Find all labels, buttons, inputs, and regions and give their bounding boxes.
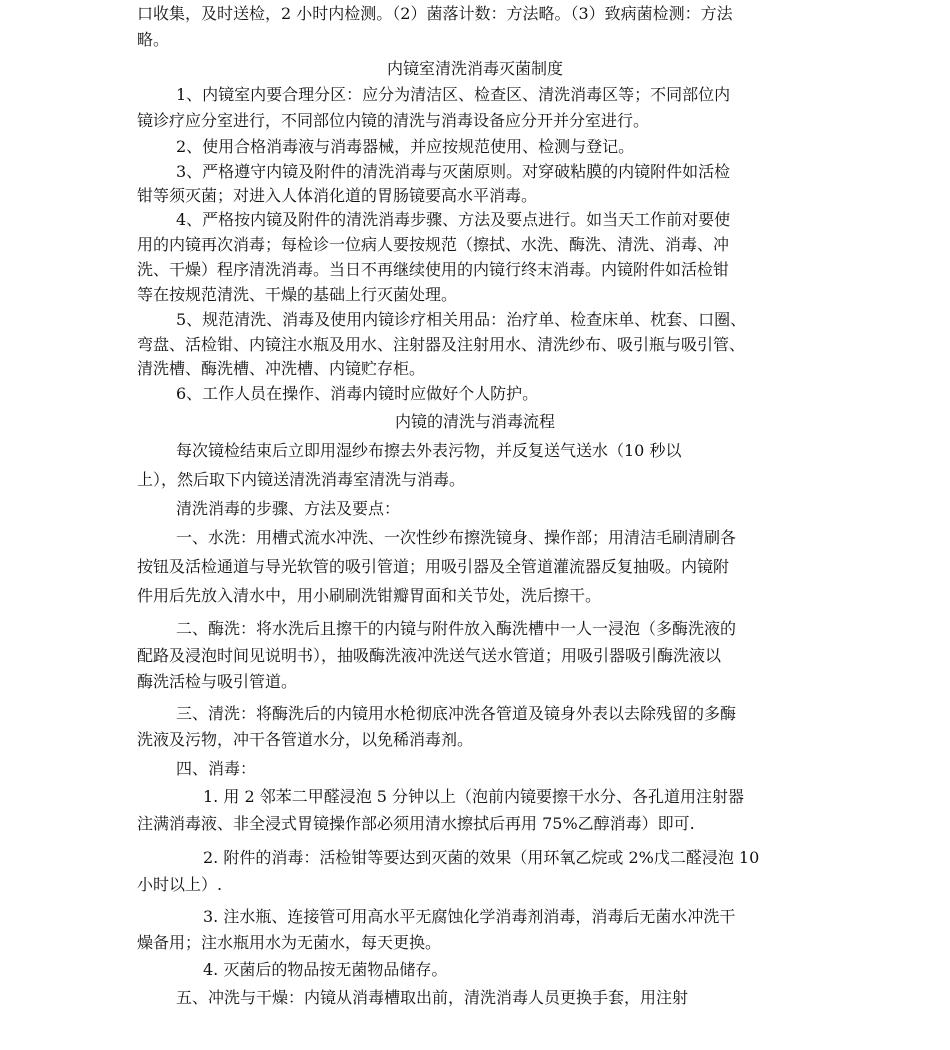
text-line: 一、水洗：用槽式流水冲洗、一次性纱布擦洗镜身、操作部；用清洁毛刷清刷各 (176, 528, 737, 547)
text-line: 2、使用合格消毒液与消毒器械，并应按规范使用、检测与登记。 (176, 137, 635, 156)
text-line: 3、严格遵守内镜及附件的清洗消毒与灭菌原则。对穿破粘膜的内镜附件如活检 (176, 162, 731, 181)
text-line: 配路及浸泡时间见说明书），抽吸酶洗液冲洗送气送水管道；用吸引器吸引酶洗液以 (137, 646, 722, 665)
text-line: 镜诊疗应分室进行，不同部位内镜的清洗与消毒设备应分开并分室进行。 (137, 111, 650, 130)
text-line: 5、规范清洗、消毒及使用内镜诊疗相关用品：治疗单、检查床单、枕套、口圈、 (176, 310, 747, 329)
text-line: 五、冲洗与干燥：内镜从消毒槽取出前，清洗消毒人员更换手套，用注射 (176, 988, 689, 1007)
text-line: 1. 用 2 邻苯二甲醛浸泡 5 分钟以上（泡前内镜要擦干水分、各孔道用注射器 (203, 787, 745, 806)
text-line: 3. 注水瓶、连接管可用高水平无腐蚀化学消毒剂消毒，消毒后无菌水冲洗干 (203, 907, 736, 926)
text-line: 2. 附件的消毒：活检钳等要达到灭菌的效果（用环氧乙烷或 2%戊二醛浸泡 10 (203, 848, 760, 867)
text-line: 口收集，及时送检，2 小时内检测。（2）菌落计数：方法略。（3）致病菌检测：方法 (137, 4, 733, 23)
text-line: 4、严格按内镜及附件的清洗消毒步骤、方法及要点进行。如当天工作前对要使 (176, 210, 731, 229)
text-line: 按钮及活检通道与导光软管的吸引管道；用吸引器及全管道灌流器反复抽吸。内镜附 (137, 557, 730, 576)
text-line: 清洗消毒的步骤、方法及要点： (176, 499, 401, 518)
text-line: 酶洗活检与吸引管道。 (137, 672, 298, 691)
text-line: 弯盘、活检钳、内镜注水瓶及用水、注射器及注射用水、清洗纱布、吸引瓶与吸引管、 (137, 335, 746, 354)
text-line: 二、酶洗：将水洗后且擦干的内镜与附件放入酶洗槽中一人一浸泡（多酶洗液的 (176, 619, 737, 638)
text-line: 钳等须灭菌；对进入人体消化道的胃肠镜要高水平消毒。 (137, 186, 538, 205)
section-title: 内镜室清洗消毒灭菌制度 (386, 59, 563, 78)
section-title: 内镜的清洗与消毒流程 (394, 412, 555, 431)
text-line: 1、内镜室内要合理分区：应分为清洁区、检查区、清洗消毒区等；不同部位内 (176, 85, 731, 104)
text-line: 4. 灭菌后的物品按无菌物品储存。 (203, 960, 448, 979)
text-line: 清洗槽、酶洗槽、冲洗槽、内镜贮存柜。 (137, 359, 426, 378)
text-line: 洗液及污物，冲干各管道水分，以免稀消毒剂。 (137, 730, 474, 749)
text-line: 用的内镜再次消毒；每检诊一位病人要按规范（擦拭、水洗、酶洗、清洗、消毒、冲 (137, 235, 730, 254)
text-line: 小时以上）. (137, 875, 223, 894)
text-line: 件用后先放入清水中，用小刷刷洗钳瓣胃面和关节处，洗后擦干。 (137, 586, 602, 605)
text-line: 6、工作人员在操作、消毒内镜时应做好个人防护。 (176, 384, 539, 403)
text-line: 洗、干燥）程序清洗消毒。当日不再继续使用的内镜行终末消毒。内镜附件如活检钳 (137, 260, 730, 279)
text-line: 注满消毒液、非全浸式胃镜操作部必须用清水擦拭后再用 75%乙醇消毒）即可. (137, 814, 695, 833)
text-line: 每次镜检结束后立即用湿纱布擦去外表污物，并反复送气送水（10 秒以 (176, 441, 682, 460)
text-line: 略。 (137, 30, 170, 49)
text-line: 上），然后取下内镜送清洗消毒室清洗与消毒。 (137, 470, 466, 489)
text-line: 等在按规范清洗、干燥的基础上行灭菌处理。 (137, 285, 458, 304)
text-line: 燥备用；注水瓶用水为无菌水，每天更换。 (137, 933, 442, 952)
text-line: 四、消毒： (176, 759, 257, 778)
text-line: 三、清洗：将酶洗后的内镜用水枪彻底冲洗各管道及镜身外表以去除残留的多酶 (176, 704, 737, 723)
